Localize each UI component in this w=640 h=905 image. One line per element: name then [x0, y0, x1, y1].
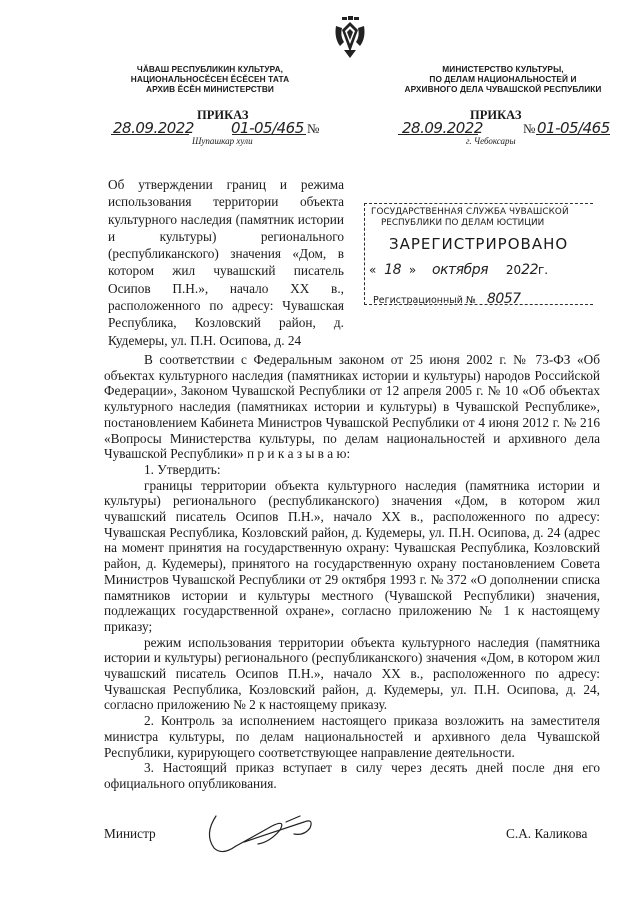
- body-item1: 1. Утвердить:: [144, 461, 221, 477]
- number-sign-right: №: [523, 121, 536, 136]
- signature-position: Министр: [104, 826, 156, 841]
- order-title-left: ПРИКАЗ: [197, 108, 249, 122]
- stamp-year: 22: [521, 262, 538, 278]
- order-date-left: 28.09.2022: [113, 119, 194, 137]
- stamp-month: октября: [432, 262, 489, 278]
- order-number-right: 01-05/465: [537, 119, 610, 137]
- stamp-date-mid: »: [408, 263, 417, 277]
- stamp-year-prefix: 20: [505, 263, 522, 277]
- order-date-right: 28.09.2022: [402, 119, 483, 137]
- header-right-line1: МИНИСТЕРСТВО КУЛЬТУРЫ,: [442, 64, 564, 74]
- signature-name: С.А. Каликова: [506, 826, 588, 841]
- stamp-day: 18: [384, 262, 401, 278]
- stamp-line2: РЕСПУБЛИКИ ПО ДЕЛАМ ЮСТИЦИИ: [381, 218, 545, 228]
- header-left-line1: ЧӐВАШ РЕСПУБЛИКИН КУЛЬТУРА,: [136, 64, 284, 74]
- coat-of-arms-emblem-icon: [330, 16, 370, 60]
- stamp-date-row: [369, 262, 589, 278]
- order-body: [104, 352, 600, 792]
- header-left-line2: НАЦИОНАЛЬНОСĔСЕН ĔСĔСЕН ТАТА: [130, 74, 290, 85]
- stamp-line1: ГОСУДАРСТВЕННАЯ СЛУЖБА ЧУВАШСКОЙ: [371, 207, 569, 217]
- header-right-block: [398, 64, 608, 95]
- city-right: г. Чебоксары: [466, 136, 516, 146]
- order-number-left: 01-05/465: [231, 119, 304, 137]
- body-intro: В соответствии с Федеральным законом от 25 июня 2002 г. № 73-ФЗ «Об объектах культурного наследия (памятниках истории и культуры) народов Российской Федерации», Законом Чувашской Республики от 12 апреля 2005 г. № 10 «Об объектах культурного наследия (памятниках истории и культуры) в Чувашской Республике», постановлением Кабинета Министров Чувашской Республики от 4 июня 2012 г. № 216 «Вопросы Министерства культуры, по делам национальностей и архивного дела Чувашской Республики» п р и к а з ы в а ю:: [104, 352, 600, 462]
- stamp-reg-row: [373, 288, 521, 307]
- body-item3: 3. Настоящий приказ вступает в силу через десять дней после дня его официального опубликования.: [104, 760, 600, 791]
- header-left-line3: АРХИВ ĔСĔН МИНИСТЕРСТВИ: [145, 84, 274, 95]
- order-title-right: ПРИКАЗ: [470, 108, 522, 122]
- stamp-reg-number: 8057: [486, 291, 521, 307]
- header-right-line2: ПО ДЕЛАМ НАЦИОНАЛЬНОСТЕЙ И: [429, 74, 577, 85]
- header-left-block: [110, 64, 310, 95]
- order-subject: Об утверждении границ и режима использования территории объекта культурного наследия (памятник истории и культуры) регионального (республиканского) значения «Дом, в котором жил чувашский писатель Осипов П.Н.», начало XX в., расположенного по адресу: Чувашская Республика, Козловский район, д. Кудемеры, ул. П.Н. Осипова, д. 24: [108, 177, 344, 348]
- stamp-year-suffix: г.: [537, 263, 549, 277]
- city-left: Шупашкар хули: [192, 136, 253, 146]
- body-item1a: границы территории объекта культурного наследия (памятника истории и культуры) регионального (республиканского) значения «Дом, в котором жил чувашский писатель Осипов П.Н.», начало XX в., расположенного по адресу: Чувашская Республика, Козловский район, д. Кудемеры, ул. П.Н. Осипова, д. 24 (адрес на момент принятия на государственную охрану: Чувашская Республика, Козловский район, д. Кудемеры), принятого на государственную охрану постановлением Совета Министров Чувашской Республики от 29 октября 1993 г. № 372 «О дополнении списка памятников истории и культуры местного (Чувашской Республики) значения, подлежащих государственной охране», согласно приложению № 1 к настоящему приказу;: [104, 477, 600, 634]
- registration-stamp: [364, 203, 593, 305]
- body-item2: 2. Контроль за исполнением настоящего приказа возложить на заместителя министра культуры, по делам национальностей и архивного дела Чувашской Республики, курирующего соответствующее направление деятельности.: [104, 713, 600, 760]
- handwritten-signature-icon: [200, 808, 325, 858]
- stamp-reg-label: Регистрационный №: [373, 295, 476, 306]
- stamp-date-open: «: [369, 263, 377, 277]
- header-right-line3: АРХИВНОГО ДЕЛА ЧУВАШСКОЙ РЕСПУБЛИКИ: [404, 84, 602, 95]
- stamp-registered: ЗАРЕГИСТРИРОВАНО: [389, 235, 569, 253]
- number-sign-left: №: [307, 121, 320, 136]
- body-item1b: режим использования территории объекта культурного наследия (памятника истории и культуры) регионального (республиканского) значения «Дом, в котором жил чувашский писатель Осипов П.Н.», начало XX в., расположенного по адресу: Чувашская Республика, Козловский район, д. Кудемеры, ул. П.Н. Осипова, д. 24, согласно приложению № 2 к настоящему приказу.: [104, 634, 600, 713]
